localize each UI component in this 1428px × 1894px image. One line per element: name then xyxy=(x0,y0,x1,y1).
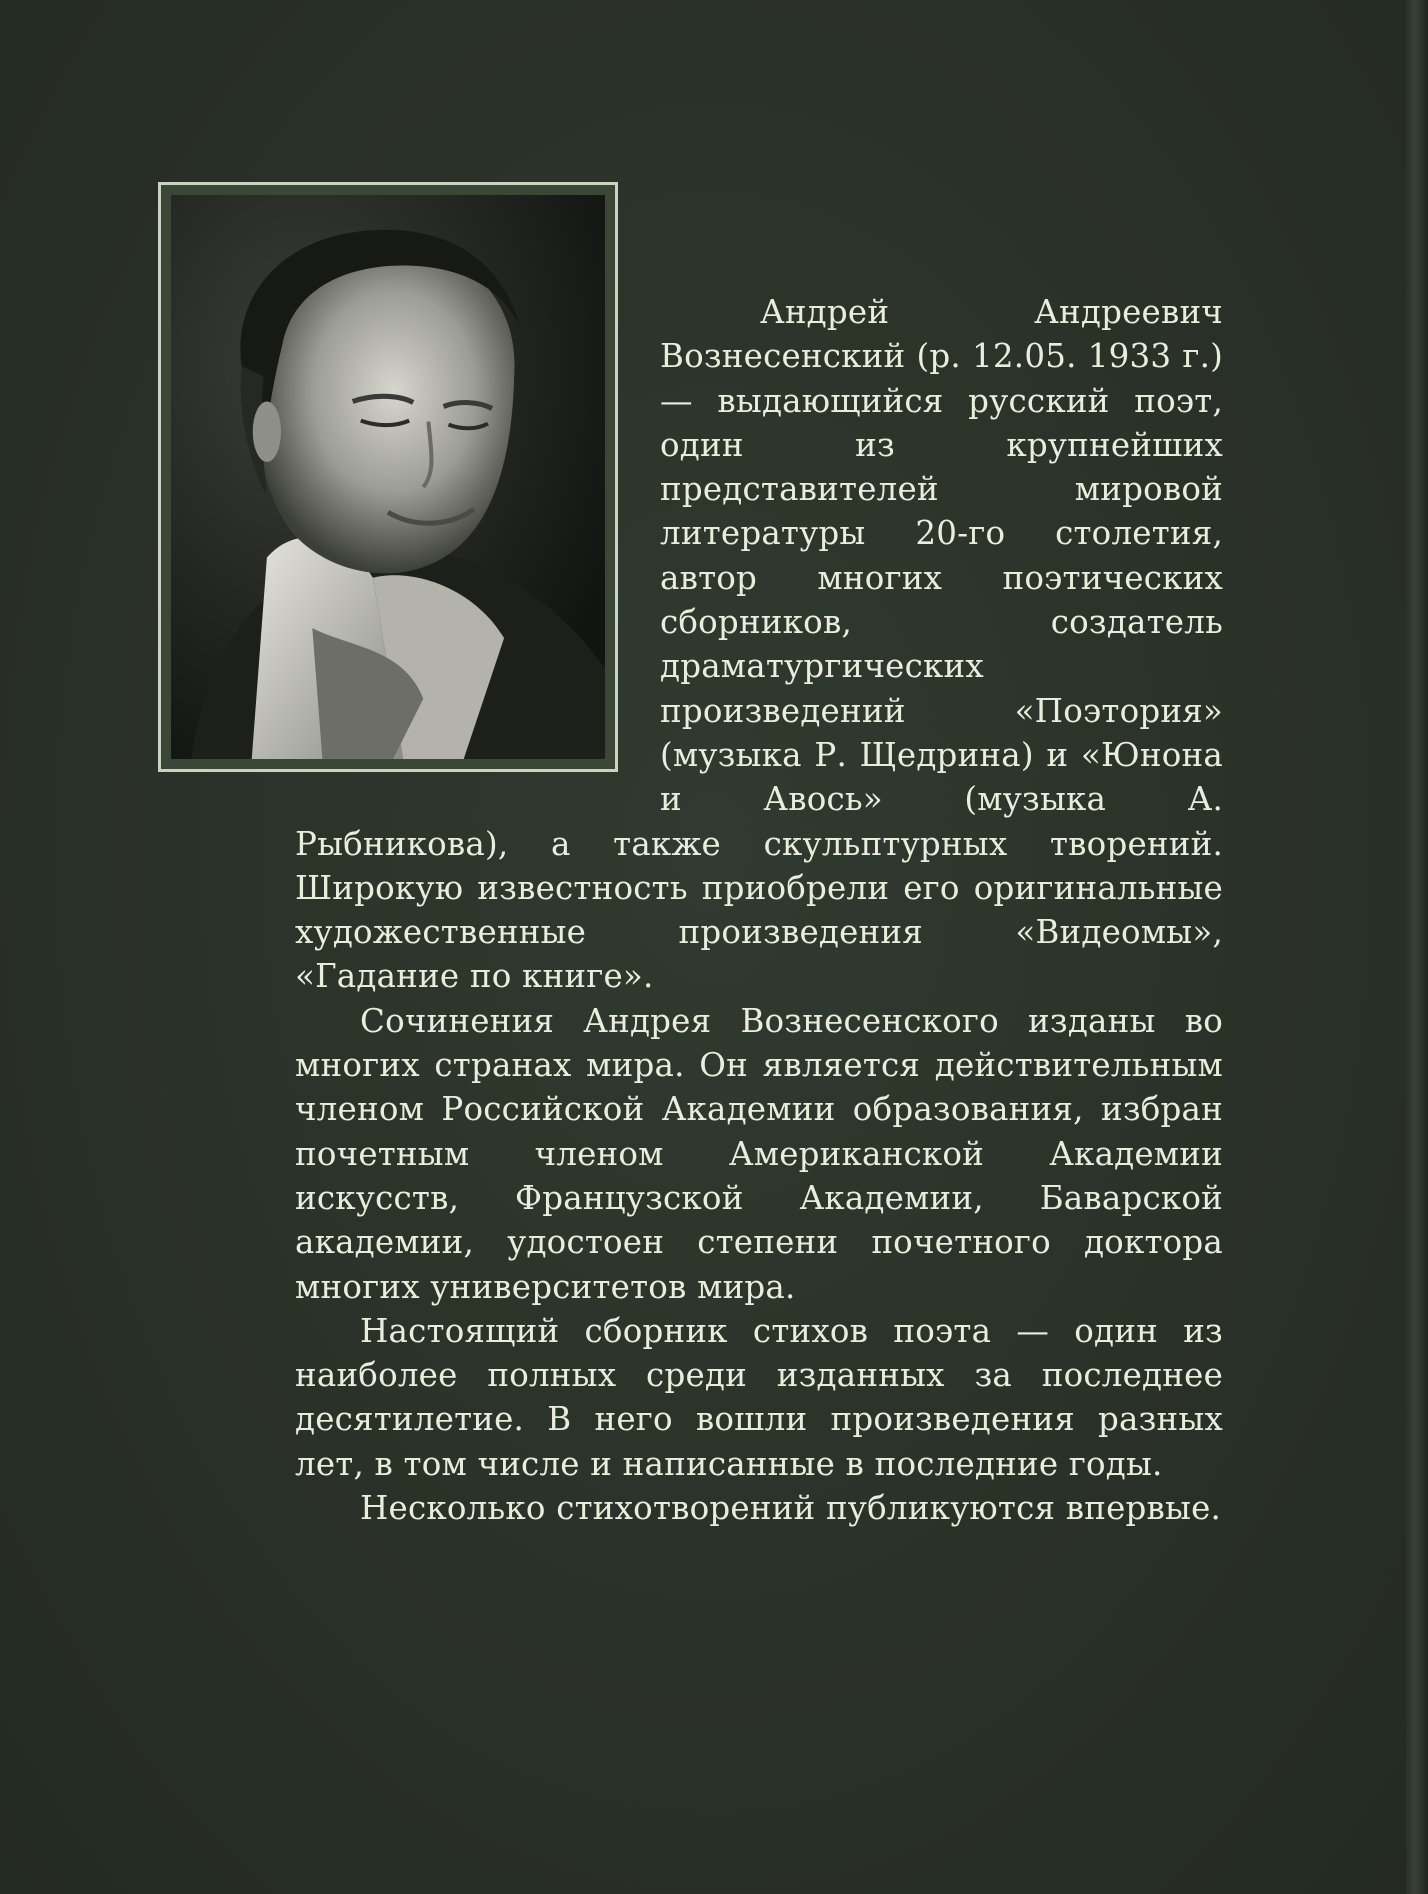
bio-paragraph-2: Сочинения Андрея Вознесенского изданы во многих странах мира. Он является действительным членом Российской Академии образования, избран почетным членом Американской Академии искусств, Французской Академии, Баварской академии, удостоен степени почетного доктора многих университетов мира. xyxy=(295,1001,1223,1306)
portrait-text-wrap-spacer xyxy=(295,290,660,788)
bio-paragraph-3: Настоящий сборник стихов поэта — один из наиболее полных среди изданных за последнее десятилетие. В него вошли произведения разных лет, в том числе и написанные в последние годы. xyxy=(295,1311,1223,1483)
book-spine-edge xyxy=(1406,0,1428,1894)
bio-paragraph-1: Андрей Андреевич Вознесенский (р. 12.05. 1933 г.) — выдающийся русский поэт, один из крупнейших представителей мировой литературы 20-го столетия, автор многих поэтических сборников, создатель драматургических произведений «Поэтория» (музыка Р. Щедрина) и «Юнона и Авось» (музыка А. Рыбникова), а также скульптурных творений. Широкую известность приобрели его оригинальные художественные произведения «Видеомы», «Гадание по книге». xyxy=(295,293,1223,996)
bio-paragraph-4: Несколько стихотворений публикуются впервые. xyxy=(360,1489,1222,1528)
author-biography xyxy=(295,290,1223,1530)
